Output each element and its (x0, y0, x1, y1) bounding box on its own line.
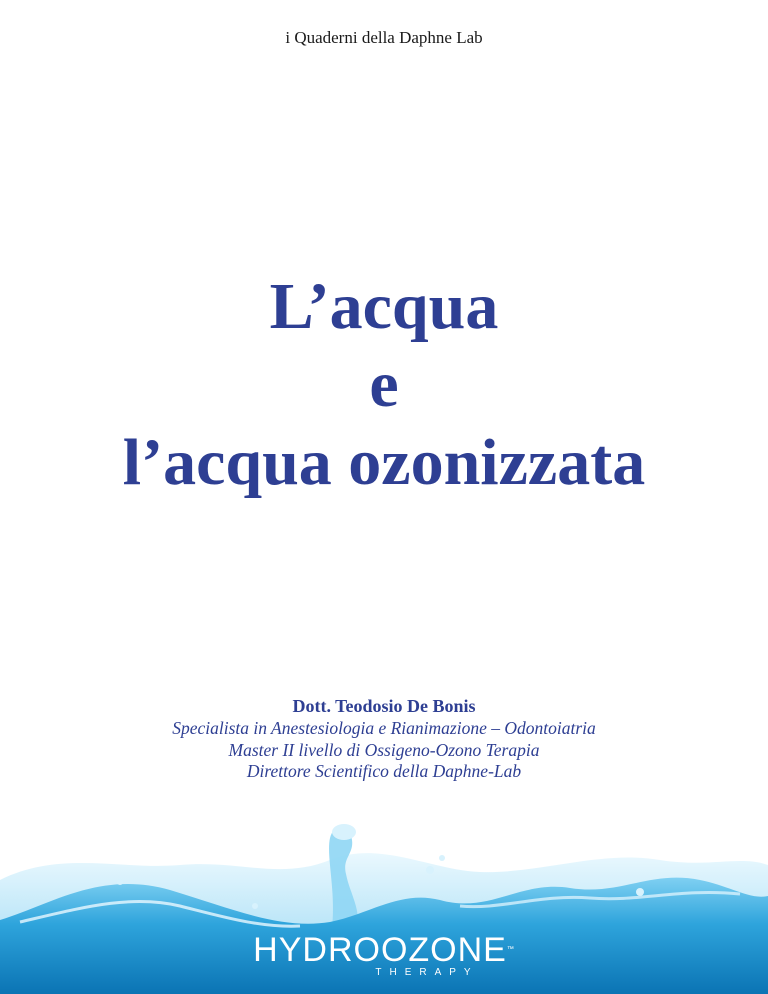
title-line-1: L’acqua (269, 270, 499, 343)
splash-crest (332, 824, 356, 840)
bubble (426, 866, 434, 874)
title-line-3: l’acqua ozonizzata (122, 426, 646, 499)
hydroozone-logo (0, 933, 768, 979)
series-title: i Quaderni della Daphne Lab (285, 28, 483, 47)
credential-master: Master II livello di Ossigeno-Ozono Terapia (228, 739, 540, 760)
bubble (439, 855, 445, 861)
book-title (0, 268, 768, 502)
trademark-mark: ™ (506, 946, 515, 953)
credential-director: Direttore Scientifico della Daphne-Lab (246, 761, 522, 781)
title-line-2: e (369, 348, 399, 421)
author-name: Dott. Teodosio De Bonis (292, 696, 476, 716)
credential-specialty: Specialista in Anestesiologia e Rianimazione – Odontoiatria (172, 718, 596, 738)
bubble (117, 879, 123, 885)
logo-tagline: THERAPY (375, 967, 479, 978)
bubble (636, 888, 644, 896)
bubble (252, 903, 258, 909)
logo-wordmark: HYDROOZONE™ (253, 931, 515, 969)
author-block (0, 694, 768, 783)
